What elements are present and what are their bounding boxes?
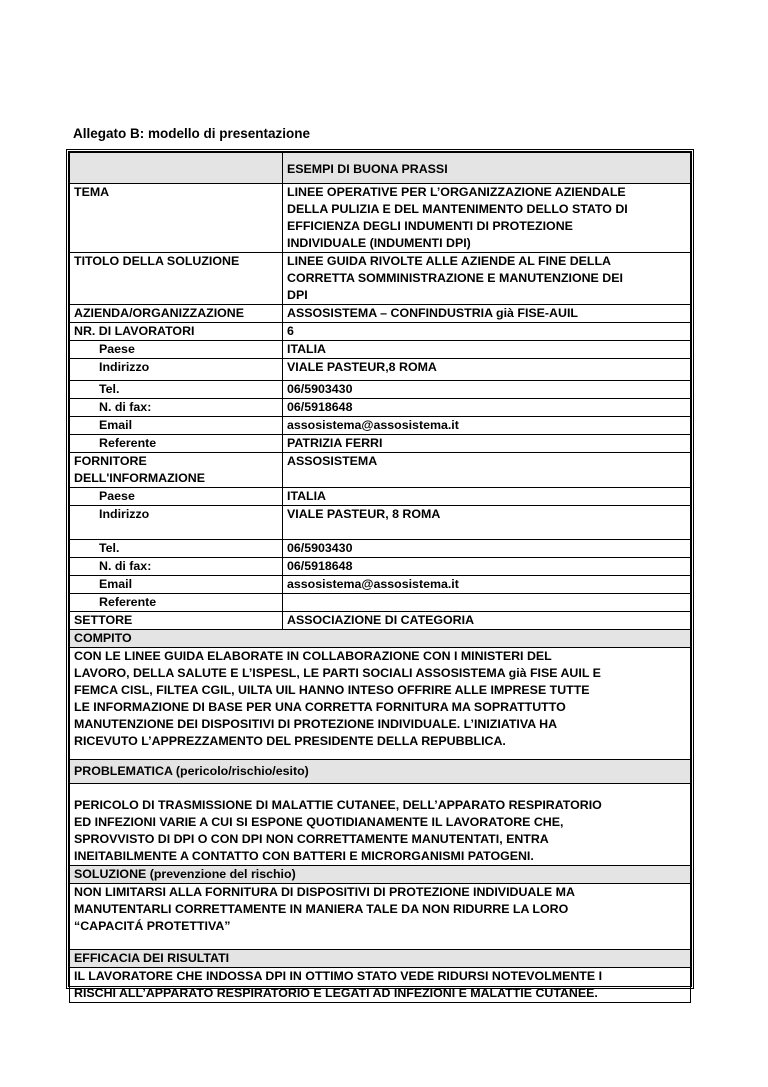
label-line: DELL'INFORMAZIONE [74,471,205,485]
field-label: TITOLO DELLA SOLUZIONE [70,253,283,305]
text-line: FEMCA CISL, FILTEA CGIL, UILTA UIL HANNO INTESO OFFRIRE ALLE IMPRESE TUTTE [74,683,590,697]
section-body-efficacia [70,968,691,1003]
label-line: FORNITORE [74,454,147,468]
field-row-email [70,417,691,435]
form-title: ESEMPI DI BUONA PRASSI [283,153,691,184]
text-line: RICEVUTO L’APPREZZAMENTO DEL PRESIDENTE DELLA REPUBBLICA. [74,734,506,748]
field-row-email-2 [70,576,691,594]
text-line: MANUTENZIONE DEI DISPOSITIVI DI PROTEZIONE INDIVIDUALE. L’INIZIATIVA HA [74,717,558,731]
field-value: 06/5903430 [283,381,691,399]
field-row-azienda [70,305,691,323]
field-label: TEMA [70,184,283,253]
section-title [70,866,691,884]
field-label: AZIENDA/ORGANIZZAZIONE [70,305,283,323]
field-row-tel-2 [70,540,691,558]
field-row-fax [70,399,691,417]
text-line: ED INFEZIONI VARIE A CUI SI ESPONE QUOTIDIANAMENTE IL LAVORATORE CHE, [74,815,564,829]
text-line: LAVORO, DELLA SALUTE E L’ISPESL, LE PARTI SOCIALI ASSOSISTEMA già FISE AUIL E [74,666,601,680]
form-table [69,152,691,1003]
field-value: 06/5918648 [283,399,691,417]
text-line: PERICOLO DI TRASMISSIONE DI MALATTIE CUTANEE, DELL’APPARATO RESPIRATORIO [74,798,602,812]
field-value: assosistema@assosistema.it [283,417,691,435]
text-line: CON LE LINEE GUIDA ELABORATE IN COLLABORAZIONE CON I MINISTERI DEL [74,649,552,663]
field-label [70,453,283,488]
text-line: NON LIMITARSI ALLA FORNITURA DI DISPOSITIVI DI PROTEZIONE INDIVIDUALE MA [74,885,575,899]
title-empty-cell [70,153,283,184]
field-label: SETTORE [70,612,283,630]
field-value: ITALIA [283,488,691,506]
field-value: VIALE PASTEUR,8 ROMA [283,359,691,381]
section-header-soluzione [70,866,691,884]
section-header-efficacia [70,950,691,968]
section-body-soluzione [70,884,691,950]
section-title-text: PROBLEMATICA [74,764,173,778]
title-row [70,153,691,184]
text-line: “CAPACITÁ PROTETTIVA” [74,919,231,933]
field-value: assosistema@assosistema.it [283,576,691,594]
field-label: Email [70,417,283,435]
field-label: NR. DI LAVORATORI [70,323,283,341]
field-row-lavoratori [70,323,691,341]
value-line: DELLA PULIZIA E DEL MANTENIMENTO DELLO STATO DI [287,202,628,216]
section-text [70,784,691,866]
field-value [283,184,691,253]
field-label: Tel. [70,381,283,399]
field-label: Referente [70,594,283,612]
section-text [70,648,691,760]
section-text [70,968,691,1003]
field-row-paese-2 [70,488,691,506]
value-line: EFFICIENZA DEGLI INDUMENTI DI PROTEZIONE [287,219,573,233]
field-label: N. di fax: [70,399,283,417]
field-value: 06/5918648 [283,558,691,576]
section-text [70,884,691,950]
field-value: 6 [283,323,691,341]
field-label: Indirizzo [70,506,283,540]
value-line: LINEE OPERATIVE PER L’ORGANIZZAZIONE AZIENDALE [287,185,626,199]
section-subtitle: (prevenzione del rischio) [149,867,296,881]
section-header-compito [70,630,691,648]
text-line: SPROVVISTO DI DPI O CON DPI NON CORRETTAMENTE MANUTENTATI, ENTRA [74,832,549,846]
field-label: Email [70,576,283,594]
value-line: CORRETTA SOMMINISTRAZIONE E MANUTENZIONE DEI [287,271,623,285]
field-value: PATRIZIA FERRI [283,435,691,453]
field-row-paese [70,341,691,359]
field-row-referente-2 [70,594,691,612]
field-label: N. di fax: [70,558,283,576]
field-value [283,594,691,612]
field-value: ASSOSISTEMA – CONFINDUSTRIA già FISE-AUIL [283,305,691,323]
section-title: EFFICACIA DEI RISULTATI [70,950,691,968]
section-header-problematica [70,760,691,784]
field-row-settore [70,612,691,630]
section-title [70,760,691,784]
value-line: LINEE GUIDA RIVOLTE ALLE AZIENDE AL FINE DELLA [287,254,611,268]
text-line: MANUTENTARLI CORRETTAMENTE IN MANIERA TALE DA NON RIDURRE LA LORO [74,902,569,916]
section-body-compito [70,648,691,760]
text-line: RISCHI ALL’APPARATO RESPIRATORIO E LEGATI AD INFEZIONI E MALATTIE CUTANEE. [74,986,598,1000]
document-heading: Allegato B: modello di presentazione [73,126,311,141]
field-value: VIALE PASTEUR, 8 ROMA [283,506,691,540]
field-label: Referente [70,435,283,453]
section-title-text: SOLUZIONE [74,867,147,881]
field-value: ITALIA [283,341,691,359]
section-title: COMPITO [70,630,691,648]
text-line: LE INFORMAZIONE DI BASE PER UNA CORRETTA FORNITURA MA SOPRATTUTTO [74,700,566,714]
field-label: Tel. [70,540,283,558]
field-row-referente [70,435,691,453]
text-line: IL LAVORATORE CHE INDOSSA DPI IN OTTIMO STATO VEDE RIDURSI NOTEVOLMENTE I [74,969,603,983]
text-line: INEITABILMENTE A CONTATTO CON BATTERI E MICRORGANISMI PATOGENI. [74,849,534,863]
field-value: ASSOSISTEMA [283,453,691,488]
field-label: Paese [70,488,283,506]
field-row-indirizzo [70,359,691,381]
presentation-form [66,149,694,1000]
section-body-problematica [70,784,691,866]
field-row-indirizzo-2 [70,506,691,540]
field-row-fax-2 [70,558,691,576]
field-row-fornitore [70,453,691,488]
field-row-titolo [70,253,691,305]
field-label: Indirizzo [70,359,283,381]
field-value: ASSOCIAZIONE DI CATEGORIA [283,612,691,630]
value-line: INDIVIDUALE (INDUMENTI DPI) [287,236,471,250]
field-row-tema [70,184,691,253]
field-label: Paese [70,341,283,359]
field-value: 06/5903430 [283,540,691,558]
field-value [283,253,691,305]
section-subtitle: (pericolo/rischio/esito) [175,764,309,778]
value-line: DPI [287,288,308,302]
field-row-tel [70,381,691,399]
